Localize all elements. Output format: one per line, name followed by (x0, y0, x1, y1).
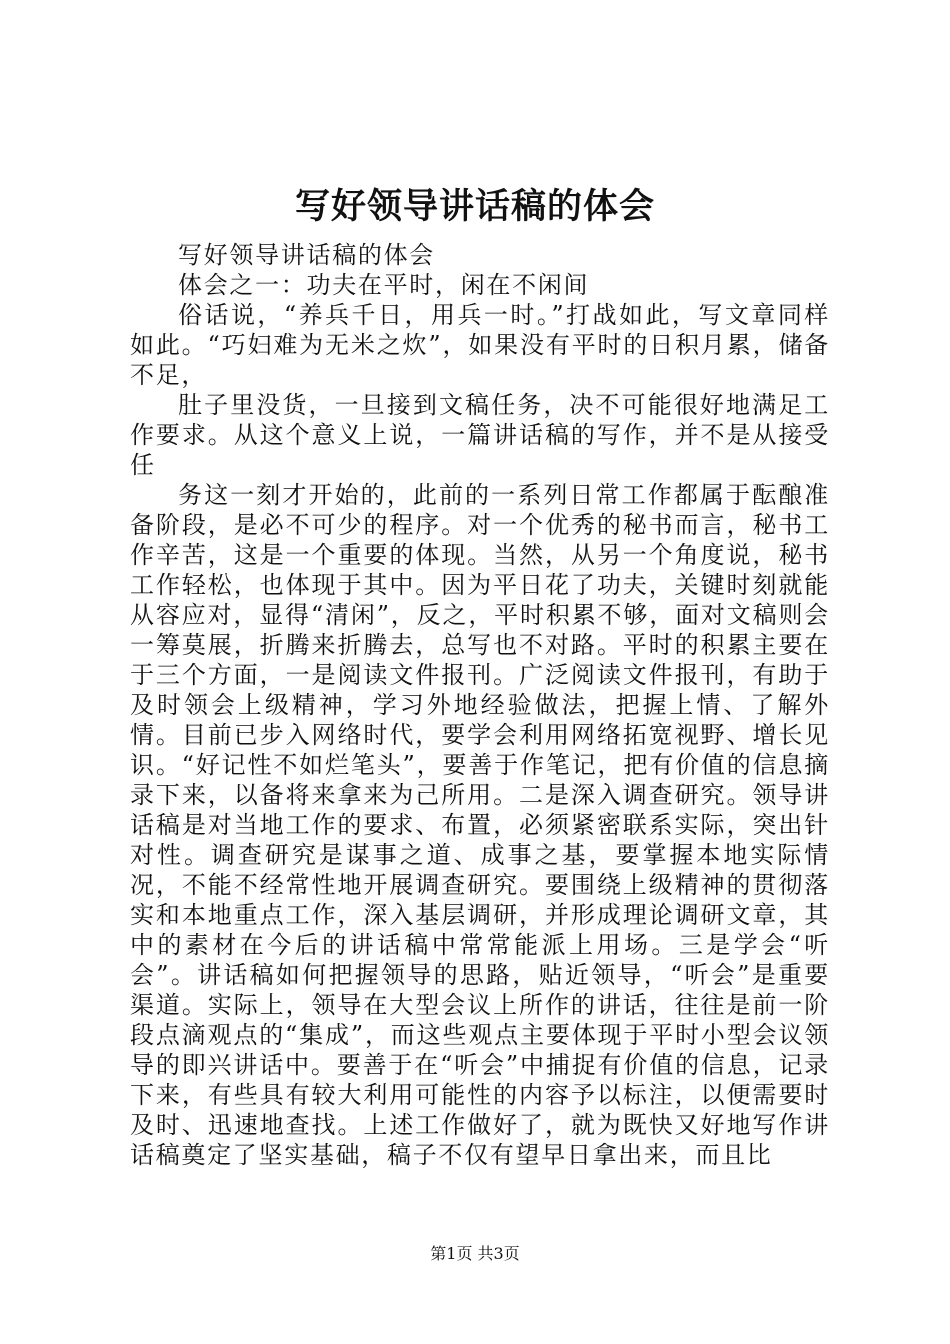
paragraph: 肚子里没货，一旦接到文稿任务，决不可能很好地满足工作要求。从这个意义上说，一篇讲话稿的写作，并不是从接受任 (130, 391, 830, 479)
paragraph-subtitle: 写好领导讲话稿的体会 (178, 241, 435, 269)
paragraph-heading: 体会之一：功夫在平时，闲在不闲间 (178, 271, 590, 299)
paragraph: 务这一刻才开始的，此前的一系列日常工作都属于酝酿准备阶段，是必不可少的程序。对一个优秀的秘书而言，秘书工作辛苦，这是一个重要的体现。当然，从另一个角度说，秘书工作轻松，也体现于其中。因为平日花了功夫，关键时刻就能从容应对，显得“清闲”，反之，平时积累不够，面对文稿则会一筹莫展，折腾来折腾去，总写也不对路。平时的积累主要在于三个方面，一是阅读文件报刊。广泛阅读文件报刊，有助于及时领会上级精神，学习外地经验做法，把握上情、了解外情。目前已步入网络时代，要学会利用网络拓宽视野、增长见识。“好记性不如烂笔头”，要善于作笔记，把有价值的信息摘录下来，以备将来拿来为己所用。二是深入调查研究。领导讲话稿是对当地工作的要求、布置，必须紧密联系实际，突出针对性。调查研究是谋事之道、成事之基，要掌握本地实际情况，不能不经常性地开展调查研究。要围绕上级精神的贯彻落实和本地重点工作，深入基层调研，并形成理论调研文章，其中的素材在今后的讲话稿中常常能派上用场。三是学会“听会”。讲话稿如何把握领导的思路，贴近领导，“听会”是重要渠道。实际上，领导在大型会议上所作的讲话，往往是前一阶段点滴观点的“集成”，而这些观点主要体现于平时小型会议领导的即兴讲话中。要善于在“听会”中捕捉有价值的信息，记录下来，有些具有较大利用可能性的内容予以标注，以便需要时及时、迅速地查找。上述工作做好了，就为既快又好地写作讲话稿奠定了坚实基础，稿子不仅有望早日拿出来，而且比 (130, 481, 830, 1169)
document-title: 写好领导讲话稿的体会 (294, 186, 655, 227)
page-footer: 第1页 共3页 (430, 1244, 520, 1263)
paragraph: 俗话说，“养兵千日，用兵一时。”打战如此，写文章同样如此。“巧妇难为无米之炊”，如果没有平时的日积月累，储备不足， (130, 301, 830, 389)
document-body (130, 240, 830, 1170)
